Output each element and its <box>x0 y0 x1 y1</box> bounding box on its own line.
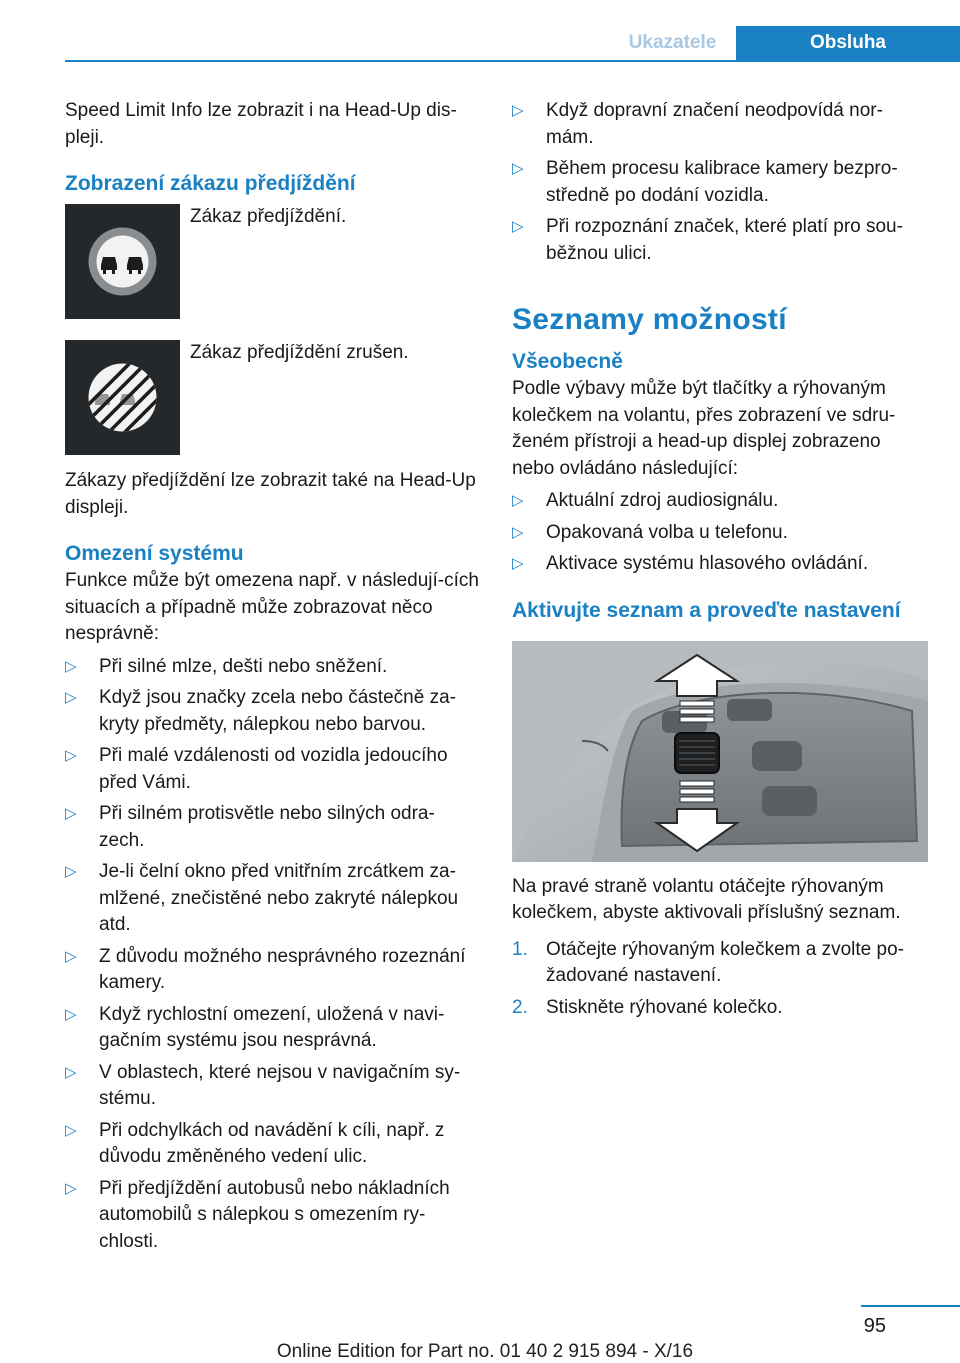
triangle-bullet-icon: ▷ <box>512 523 524 541</box>
list-item: ▷ Při malé vzdálenosti od vozidla jedoucího před Vámi. <box>65 745 448 793</box>
general-list <box>512 488 928 578</box>
footer-rule <box>861 1305 960 1307</box>
tab-ukazatele[interactable]: Ukazatele <box>628 32 717 53</box>
limits-intro-text: Funkce může být omezena např. v následují-cích situacích a případně může zobrazovat něco nesprávně: <box>65 570 479 644</box>
page-number: 95 <box>863 1315 886 1337</box>
triangle-bullet-icon: ▷ <box>65 657 77 675</box>
general-intro-text: Podle výbavy může být tlačítky a rýhovaným kolečkem na volantu, přes zobrazení ve sdru-ženém přístroji a head-up displej zobrazeno nebo ovládáno následující: <box>512 378 896 479</box>
step-number: 2. <box>512 996 528 1018</box>
steering-wheel-knurled-wheel-icon <box>512 641 928 862</box>
triangle-bullet-icon: ▷ <box>65 747 77 764</box>
header-rule <box>65 60 960 62</box>
end-no-overtaking-sign-icon <box>65 340 180 455</box>
right-column <box>512 98 928 1021</box>
triangle-bullet-icon: ▷ <box>65 689 77 706</box>
list-item: ▷ Opakovaná volba u telefonu. <box>512 520 928 547</box>
list-item: ▷ Při silné mlze, dešti nebo sněžení. <box>65 654 480 681</box>
list-item: ▷ Je-li čelní okno před vnitřním zrcátkem za-mlžené, znečistěné nebo zakryté nálepkou atd. <box>65 861 459 935</box>
list-item: ▷ Z důvodu možného nesprávného rozeznání kamery. <box>65 945 466 993</box>
triangle-bullet-icon: ▷ <box>65 805 77 822</box>
section-title-limits: Omezení systému <box>65 542 244 565</box>
steering-wheel-photo <box>512 641 928 862</box>
step-number: 1. <box>512 938 528 960</box>
list-item: ▷ Při rozpoznání značek, které platí pro sou-běžnou ulici. <box>512 216 903 264</box>
triangle-bullet-icon: ▷ <box>65 1005 77 1023</box>
limits-list <box>65 654 480 1256</box>
triangle-bullet-icon: ▷ <box>512 160 524 177</box>
triangle-bullet-icon: ▷ <box>512 555 524 572</box>
list-item: ▷ Během procesu kalibrace kamery bezpro-středně po dodání vozidla. <box>512 158 898 206</box>
sign-caption-no-overtaking: Zákaz předjíždění. <box>190 206 347 227</box>
list-item: ▷ Když jsou značky zcela nebo částečně za-kryty předměty, nálepkou nebo barvou. <box>65 687 456 735</box>
no-overtaking-sign-icon <box>65 204 180 319</box>
tab-obsluha[interactable]: Obsluha <box>736 26 960 60</box>
list-item: ▷ Když rychlostní omezení, uložená v navi-gačním systému jsou nesprávná. <box>65 1003 445 1051</box>
list-item: ▷ V oblastech, které nejsou v navigačním sy-stému. <box>65 1061 461 1109</box>
intro-text: Speed Limit Info lze zobrazit i na Head-Up dis-pleji. <box>65 100 457 148</box>
list-item: ▷ Při odchylkách od navádění k cíli, např. z důvodu změněného vedení ulic. <box>65 1119 445 1167</box>
triangle-bullet-icon: ▷ <box>512 218 524 235</box>
triangle-bullet-icon: ▷ <box>65 1063 77 1081</box>
sign-row-no-overtaking <box>65 204 480 320</box>
photo-caption: Na pravé straně volantu otáčejte rýhovaným kolečkem, abyste aktivovali příslušný seznam. <box>512 875 901 923</box>
triangle-bullet-icon: ▷ <box>65 947 77 965</box>
left-column <box>65 98 480 1255</box>
section-title-overtaking: Zobrazení zákazu předjíždění <box>65 172 356 195</box>
list-item: ▷ Při předjíždění autobusů nebo nákladních automobilů s nálepkou s omezením ry-chlosti. <box>65 1177 450 1252</box>
list-item: ▷ Aktuální zdroj audiosignálu. <box>512 488 928 515</box>
step-item: 2. Stiskněte rýhované kolečko. <box>512 995 928 1022</box>
triangle-bullet-icon: ▷ <box>65 863 77 880</box>
list-item: ▷ Při silném protisvětle nebo silných odra-zech. <box>65 803 435 851</box>
sign-row-end-no-overtaking <box>65 340 480 456</box>
limits-list-continued <box>512 98 928 267</box>
sign-note-text: Zákazy předjíždění lze zobrazit také na Head-Up displeji. <box>65 470 476 518</box>
list-item: ▷ Když dopravní značení neodpovídá nor-mám. <box>512 100 883 148</box>
edition-text: Online Edition for Part no. 01 40 2 915 894 - X/16 <box>276 1341 694 1362</box>
subsection-title-general: Všeobecně <box>512 350 623 373</box>
step-item: 1. Otáčejte rýhovaným kolečkem a zvolte po-žadované nastavení. <box>512 938 904 986</box>
triangle-bullet-icon: ▷ <box>512 492 524 509</box>
subsection-title-activate: Aktivujte seznam a proveďte nastavení <box>512 598 901 622</box>
sign-caption-end-no-overtaking: Zákaz předjíždění zrušen. <box>190 342 409 363</box>
steps-list <box>512 937 928 1022</box>
section-title-option-lists: Seznamy možností <box>512 303 787 336</box>
triangle-bullet-icon: ▷ <box>65 1179 77 1197</box>
list-item: ▷ Aktivace systému hlasového ovládání. <box>512 551 928 578</box>
page-header <box>65 26 960 62</box>
triangle-bullet-icon: ▷ <box>65 1121 77 1139</box>
triangle-bullet-icon: ▷ <box>512 102 524 119</box>
